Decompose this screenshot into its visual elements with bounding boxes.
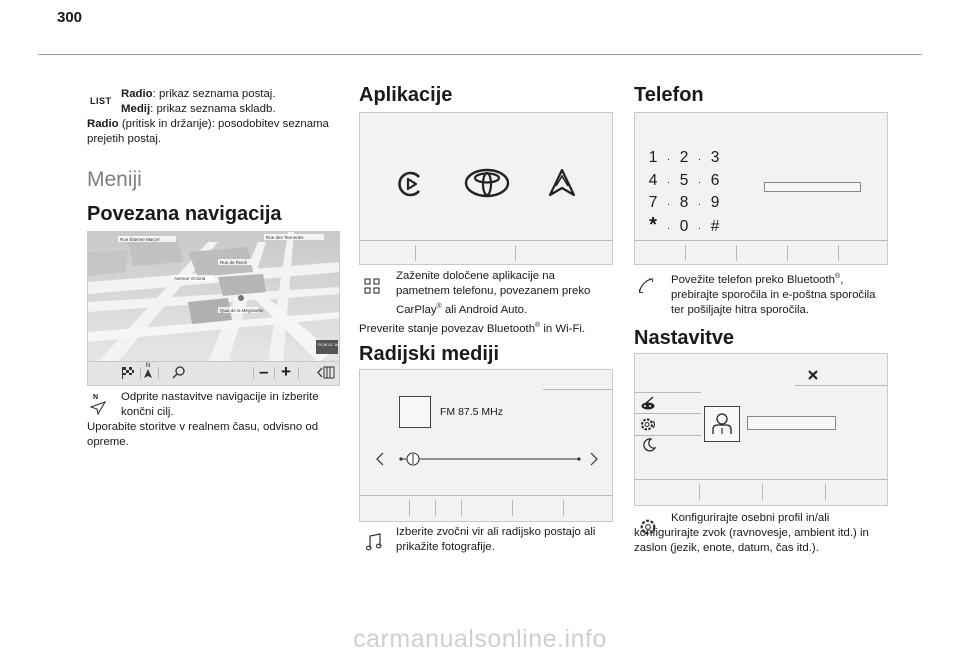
phone-text: Povežite telefon preko Bluetooth®, prebirajte sporočila in e-poštna sporočila ter pošiljajte hitra sporočila. — [671, 273, 876, 316]
carplay-app-icon[interactable] — [397, 170, 425, 203]
profile-tile[interactable] — [704, 406, 740, 442]
settings-heading: Nastavitve — [634, 327, 735, 349]
menus-heading: Meniji — [87, 168, 142, 191]
gear-sound-icon[interactable] — [640, 417, 658, 437]
svg-text:Rue de Rivoli: Rue de Rivoli — [220, 260, 247, 265]
album-art-placeholder — [399, 396, 431, 428]
toyota-app-icon[interactable] — [464, 168, 510, 203]
next-station-icon[interactable] — [590, 452, 598, 471]
svg-text:Rue des Tanneries: Rue des Tanneries — [266, 235, 304, 240]
music-note-icon — [366, 533, 382, 556]
svg-text:Quai de la Mégisserie: Quai de la Mégisserie — [220, 308, 264, 313]
svg-text:Rue Étienne Marcel: Rue Étienne Marcel — [120, 237, 160, 242]
radio-list-line-3: Radio (pritisk in držanje): posodobitev seznama prejetih postaj. — [87, 118, 329, 145]
android-auto-app-icon[interactable] — [548, 168, 576, 203]
nav-text-2: Uporabite storitve v realnem času, odvisno od opreme. — [87, 421, 319, 448]
search-icon[interactable] — [172, 366, 185, 384]
page-number: 300 — [57, 9, 83, 26]
header-rule — [38, 54, 922, 55]
settings-screen — [634, 353, 888, 506]
profile-icon — [705, 407, 739, 441]
nav-screen — [87, 231, 340, 386]
apps-text: Zaženite določene aplikacije na pametnem telefonu, povezanem preko CarPlay® ali Android Auto. Preverite stanje povezav Bluetooth® in Wi-Fi. — [359, 270, 591, 335]
watermark: carmanualsonline.info — [353, 625, 607, 653]
keypad-row-1[interactable]: 1 · 2 · 3 — [648, 149, 720, 166]
keypad-row-4[interactable]: * · 0 · # — [649, 214, 720, 236]
map-menu-icon[interactable] — [317, 366, 335, 384]
phone-screen — [634, 112, 888, 265]
keypad-row-3[interactable]: 7 · 8 · 9 — [648, 194, 720, 211]
nav-map — [88, 232, 340, 362]
radio-text: Izberite zvočni vir ali radijsko postajo ali prikažite fotografije. — [396, 526, 596, 553]
radio-screen — [359, 369, 613, 522]
north-arrow-icon[interactable]: N — [143, 363, 153, 381]
nav-heading: Povezana navigacija — [87, 203, 282, 225]
apps-screen — [359, 112, 613, 265]
zoom-in-button[interactable]: + — [281, 362, 291, 381]
phone-heading: Telefon — [634, 84, 704, 106]
nav-instruction-icon: N — [90, 394, 106, 420]
svg-text:Avenue Victoria: Avenue Victoria — [174, 276, 206, 281]
phone-number-field[interactable] — [764, 182, 861, 192]
radio-list-line-1: Radio: prikaz seznama postaj. — [121, 88, 276, 100]
prev-station-icon[interactable] — [376, 452, 384, 471]
moon-icon[interactable] — [642, 438, 656, 457]
radio-heading: Radijski mediji — [359, 343, 500, 365]
profile-name-field[interactable] — [747, 416, 836, 430]
keypad-row-2[interactable]: 4 · 5 · 6 — [648, 172, 720, 189]
nav-text-1: Odprite nastavitve navigacije in izberite končni cilj. — [121, 391, 319, 418]
zoom-out-button[interactable]: – — [259, 362, 269, 381]
settings-text: Konfigurirajte osebni profil in/ali konfigurirajte zvok (ravnovesje, ambient itd.) in zaslon (jezik, enote, datum, čas itd.). — [634, 512, 869, 554]
svg-text:RCM 01 JAN: RCM 01 JAN — [318, 342, 341, 347]
flag-icon[interactable] — [121, 366, 135, 385]
radio-station-label: FM 87.5 MHz — [440, 406, 504, 418]
list-icon: LIST — [90, 96, 112, 106]
frequency-slider[interactable] — [398, 451, 582, 472]
apps-heading: Aplikacije — [359, 84, 453, 106]
close-icon[interactable] — [807, 368, 819, 386]
radio-list-line-2: Medij: prikaz seznama skladb. — [121, 103, 276, 115]
